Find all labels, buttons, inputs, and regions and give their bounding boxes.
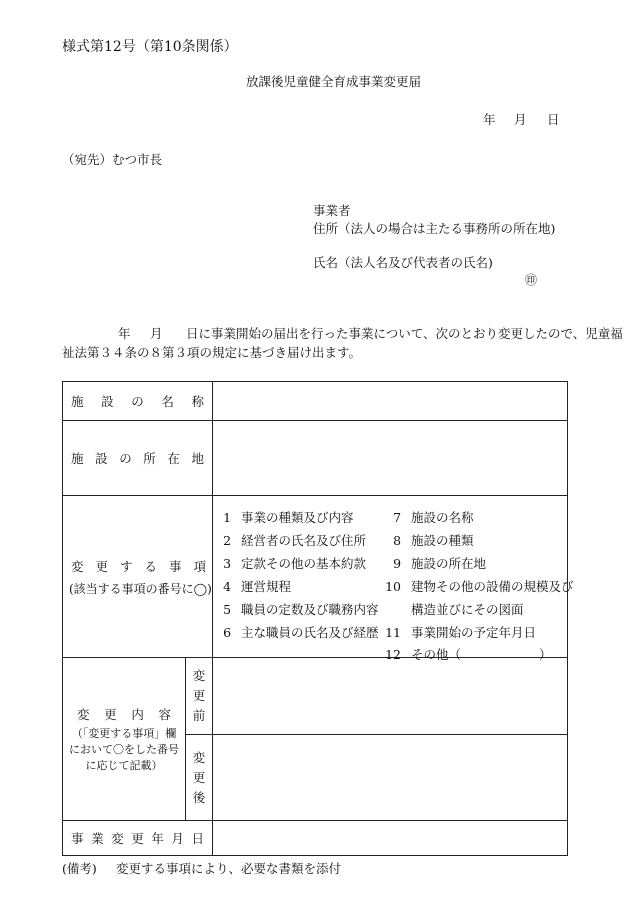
change-item-4[interactable]: 4 運営規程 <box>223 578 292 594</box>
change-items-note: (該当する事項の番号に◯) <box>69 581 212 596</box>
facility-name-field[interactable] <box>213 382 568 421</box>
change-before-field[interactable] <box>213 658 568 735</box>
change-item-8[interactable]: 8 施設の種類 <box>393 532 474 548</box>
date-day-label: 日 <box>547 112 560 127</box>
addressee: （宛先）むつ市長 <box>62 152 163 167</box>
change-item-6[interactable]: 6 主な職員の氏名及び経歴 <box>223 624 379 640</box>
change-item-12[interactable]: 12 その他（ <box>385 646 462 662</box>
form-number: 様式第12号（第10条関係） <box>62 39 238 55</box>
body-line1: 日に事業開始の届出を行った事業について、次のとおり変更したので、児童福 <box>186 326 623 341</box>
change-date-field[interactable] <box>213 821 568 856</box>
body-date-year: 年 <box>118 326 131 341</box>
change-item-5[interactable]: 5 職員の定数及び職務内容 <box>223 601 379 617</box>
change-item-12-close: ） <box>539 646 552 662</box>
change-content-note-1: （「変更する事項」欄 <box>71 726 177 740</box>
change-content-label: 変 更 内 容 （「変更する事項」欄 において〇をした番号 に応じて記載） <box>63 658 186 821</box>
date-year-label: 年 <box>483 112 496 127</box>
page-title: 放課後児童健全育成事業変更届 <box>246 74 422 89</box>
facility-location-row <box>63 421 568 496</box>
facility-name-row <box>63 382 568 421</box>
change-form-table <box>62 381 574 856</box>
change-item-11[interactable]: 11 事業開始の予定年月日 <box>385 624 537 640</box>
change-after-field[interactable] <box>213 735 568 821</box>
change-content-note-2: において〇をした番号 <box>69 742 179 756</box>
seal-mark: ㊞ <box>525 273 538 287</box>
applicant-address-label: 住所（法人の場合は主たる事務所の所在地) <box>313 221 556 236</box>
change-content-note-3: に応じて記載） <box>85 758 163 772</box>
before-label: 変 更 前 <box>186 658 213 735</box>
body-date-month: 月 <box>150 326 163 341</box>
change-before-row <box>63 658 568 735</box>
change-item-7[interactable]: 7 施設の名称 <box>393 509 474 525</box>
change-items-label: 変 更 す る 事 項 (該当する事項の番号に◯) <box>63 496 213 658</box>
facility-name-label: 施 設 の 名 称 <box>63 382 213 421</box>
change-date-row <box>63 821 568 856</box>
change-item-1[interactable]: 1 事業の種類及び内容 <box>223 509 354 525</box>
remarks-label: (備考) <box>62 861 97 876</box>
body-line2: 祉法第３４条の８第３項の規定に基づき届け出ます。 <box>62 345 362 360</box>
applicant-name-label: 氏名（法人名及び代表者の氏名) <box>313 255 493 270</box>
change-item-10-cont: 構造並びにその図面 <box>411 601 524 617</box>
change-item-2[interactable]: 2 経営者の氏名及び住所 <box>223 532 367 548</box>
change-items-row <box>63 496 568 658</box>
facility-location-field[interactable] <box>213 421 568 496</box>
change-date-label: 事 業 変 更 年 月 日 <box>63 821 213 856</box>
change-item-3[interactable]: 3 定款その他の基本約款 <box>223 555 367 571</box>
date-month-label: 月 <box>514 112 527 127</box>
change-items-list <box>213 496 574 662</box>
applicant-heading: 事業者 <box>313 203 351 218</box>
change-item-10[interactable]: 10 建物その他の設備の規模及び <box>385 578 574 594</box>
change-item-9[interactable]: 9 施設の所在地 <box>393 555 487 571</box>
remarks-text: 変更する事項により、必要な書類を添付 <box>116 861 342 876</box>
facility-location-label: 施 設 の 所 在 地 <box>63 421 213 496</box>
after-label: 変 更 後 <box>186 735 213 821</box>
